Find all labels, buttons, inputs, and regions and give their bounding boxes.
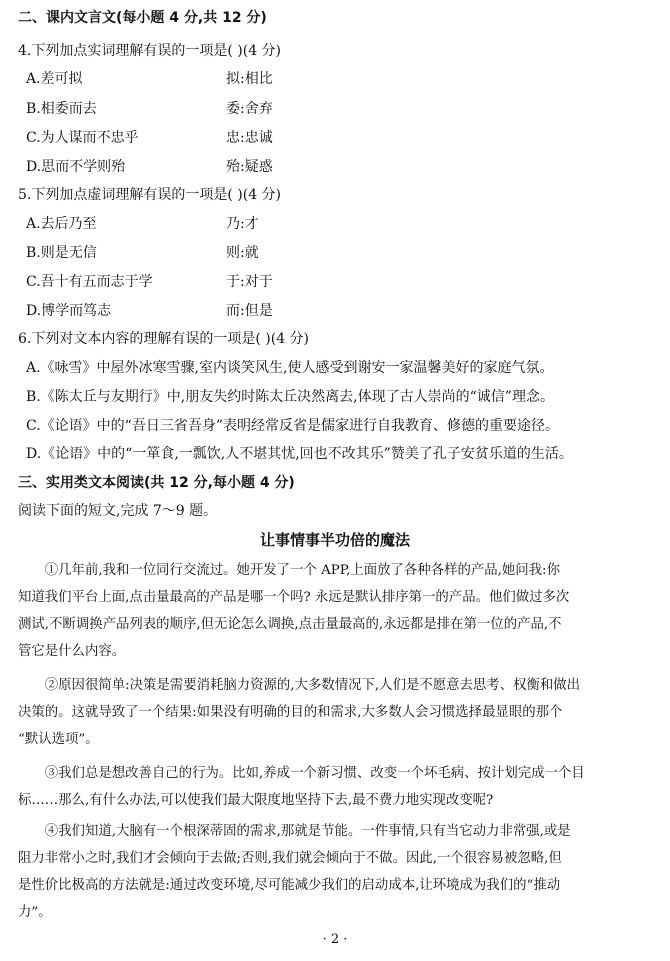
q5-option-a: A.去后乃至 — [26, 216, 97, 232]
q5-option-b-gloss: 则:就 — [226, 245, 259, 261]
section2-heading: 二、课内文言文(每小题 4 分,共 12 分) — [18, 10, 267, 26]
paragraph-line: ①几年前,我和一位同行交流过。她开发了一个 APP,上面放了各种各样的产品,她问我:你 — [18, 563, 560, 578]
paragraph-line: ④我们知道,大脑有一个根深蒂固的需求,那就是节能。一件事情,只有当它动力非常强,或是 — [18, 824, 571, 839]
q4-option-d: D.思而不学则殆 — [26, 159, 126, 175]
q5-option-d: D.博学而笃志 — [26, 303, 112, 319]
paragraph-line: 阻力非常小之时,我们才会倾向于去做;否则,我们就会倾向于不做。因此,一个很容易被忽略,但 — [18, 851, 562, 866]
paragraph-4 — [18, 818, 654, 926]
q4-stem: 4.下列加点实词理解有误的一项是( )(4 分) — [18, 43, 282, 59]
paragraph-line: 管它是什么内容。 — [18, 644, 126, 659]
paragraph-line: ③我们总是想改善自己的行为。比如,养成一个新习惯、改变一个坏毛病、按计划完成一个目 — [18, 766, 585, 781]
paragraph-line: 知道我们平台上面,点击量最高的产品是哪一个吗? 永远是默认排序第一的产品。他们做过多次 — [18, 590, 570, 605]
q6-option-a: A.《咏雪》中屋外冰寒雪骤,室内谈笑风生,使人感受到谢安一家温馨美好的家庭气氛。 — [26, 360, 554, 376]
q5-option-d-gloss: 而:但是 — [226, 303, 273, 319]
paragraph-line: “默认选项”。 — [18, 732, 99, 747]
reading-instruction: 阅读下面的短文,完成 7～9 题。 — [18, 503, 218, 519]
q4-option-d-gloss: 殆:疑惑 — [226, 159, 273, 175]
q6-option-c: C.《论语》中的“吾日三省吾身”表明经常反省是儒家进行自我教育、修德的重要途径。 — [26, 418, 559, 434]
paragraph-1 — [18, 557, 654, 665]
q4-option-b-gloss: 委:舍弃 — [226, 101, 273, 117]
paragraph-line: 力”。 — [18, 905, 52, 920]
q6-option-d: D.《论语》中的“一箪食,一瓢饮,人不堪其忧,回也不改其乐”赞美了孔子安贫乐道的生活。 — [26, 446, 573, 462]
q4-option-c-gloss: 忠:忠诚 — [226, 130, 273, 146]
q6-option-b: B.《陈太丘与友期行》中,朋友失约时陈太丘决然离去,体现了古人崇尚的“诚信”理念。 — [26, 389, 554, 405]
q5-option-c-gloss: 于:对于 — [226, 274, 273, 290]
q5-option-b: B.则是无信 — [26, 245, 97, 261]
article-title: 让事情事半功倍的魔法 — [259, 531, 410, 549]
paragraph-line: 标……那么,有什么办法,可以使我们最大限度地坚持下去,最不费力地实现改变呢? — [18, 793, 494, 808]
paragraph-2 — [18, 672, 654, 753]
q6-stem: 6.下列对文本内容的理解有误的一项是( )(4 分) — [18, 331, 310, 347]
section3-heading: 三、实用类文本阅读(共 12 分,每小题 4 分) — [18, 475, 295, 491]
q4-option-c: C.为人谋而不忠乎 — [26, 130, 139, 146]
page-number: · 2 · — [322, 932, 348, 947]
paragraph-line: 测试,不断调换产品列表的顺序,但无论怎么调换,点击量最高的,永远都是排在第一位的产品,不 — [18, 617, 562, 632]
q4-option-a: A.差可拟 — [26, 71, 83, 87]
paragraph-3 — [18, 760, 654, 814]
paragraph-line: 是性价比极高的方法就是:通过改变环境,尽可能减少我们的启动成本,让环境成为我们的“推动 — [18, 878, 561, 893]
q4-option-b: B.相委而去 — [26, 101, 97, 117]
q5-option-a-gloss: 乃:才 — [226, 216, 259, 232]
q5-stem: 5.下列加点虚词理解有误的一项是( )(4 分) — [18, 187, 282, 203]
q4-option-a-gloss: 拟:相比 — [226, 71, 273, 87]
paragraph-line: 决策的。这就导致了一个结果:如果没有明确的目的和需求,大多数人会习惯选择最显眼的那个 — [18, 705, 563, 720]
q5-option-c: C.吾十有五而志于学 — [26, 274, 153, 290]
paragraph-line: ②原因很简单:决策是需要消耗脑力资源的,大多数情况下,人们是不愿意去思考、权衡和做出 — [18, 678, 581, 693]
